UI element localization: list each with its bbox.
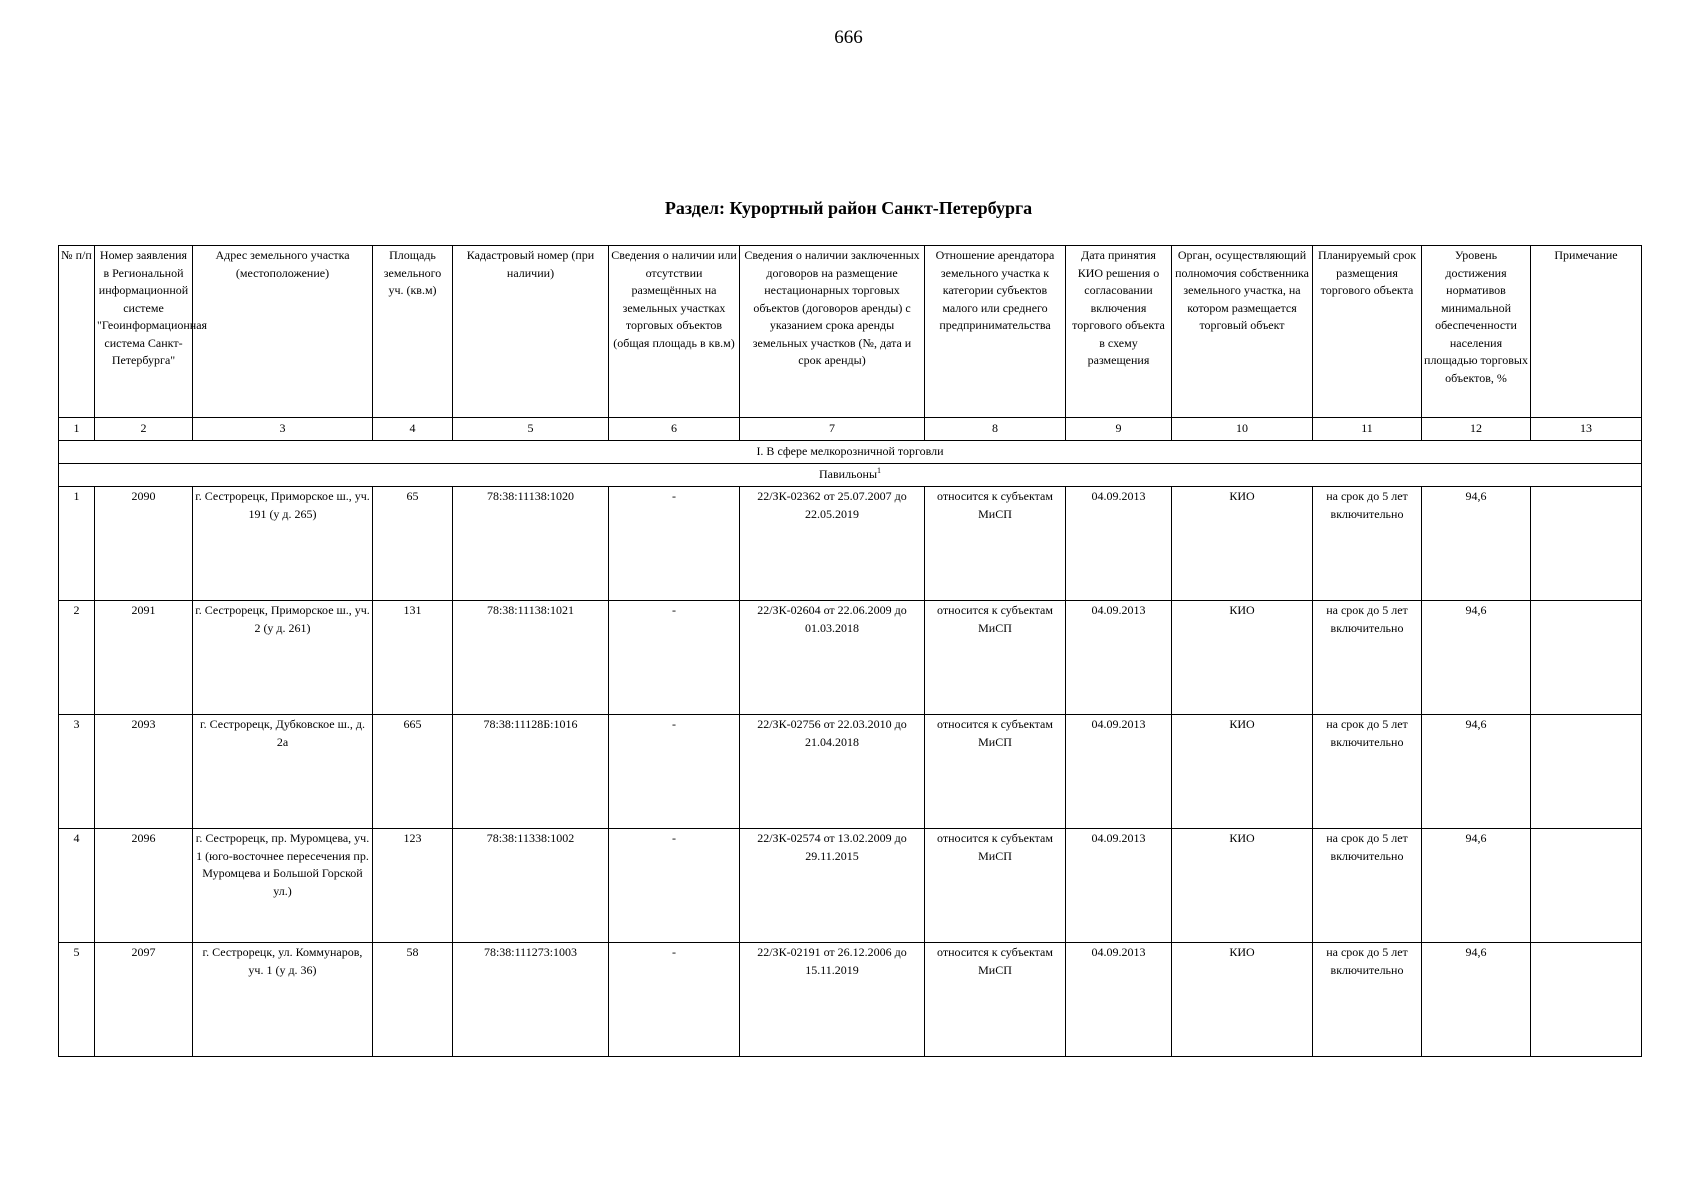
note [1531, 715, 1642, 829]
note [1531, 601, 1642, 715]
norm-level: 94,6 [1422, 829, 1531, 943]
existing-objects: - [609, 715, 740, 829]
cadastral-number: 78:38:11338:1002 [453, 829, 609, 943]
column-number: 12 [1422, 418, 1531, 441]
row-number: 1 [59, 487, 95, 601]
area: 58 [373, 943, 453, 1057]
application-number: 2097 [95, 943, 193, 1057]
header-cell: Орган, осуществляющий полномочия собственника земельного участка, на котором размещается торговый объект [1172, 246, 1313, 418]
smb-status: относится к субъектам МиСП [925, 487, 1066, 601]
placement-term: на срок до 5 лет включительно [1313, 715, 1422, 829]
column-number: 4 [373, 418, 453, 441]
lease-contract: 22/ЗК-02362 от 25.07.2007 до 22.05.2019 [740, 487, 925, 601]
group-heading-row [59, 441, 1642, 464]
column-number: 1 [59, 418, 95, 441]
header-cell: № п/п [59, 246, 95, 418]
column-number: 5 [453, 418, 609, 441]
smb-status: относится к субъектам МиСП [925, 829, 1066, 943]
row-number: 4 [59, 829, 95, 943]
subgroup-heading-cell [59, 464, 1642, 487]
area: 65 [373, 487, 453, 601]
owner-authority: КИО [1172, 715, 1313, 829]
cadastral-number: 78:38:11138:1020 [453, 487, 609, 601]
column-number: 11 [1313, 418, 1422, 441]
address: г. Сестрорецк, Приморское ш., уч. 191 (у д. 265) [193, 487, 373, 601]
address: г. Сестрорецк, пр. Муромцева, уч. 1 (юго-восточнее пересечения пр. Муромцева и Большой Горской ул.) [193, 829, 373, 943]
table-row [59, 829, 1642, 943]
note [1531, 829, 1642, 943]
application-number: 2090 [95, 487, 193, 601]
existing-objects: - [609, 943, 740, 1057]
footnote-marker: 1 [877, 466, 882, 476]
column-number: 7 [740, 418, 925, 441]
norm-level: 94,6 [1422, 715, 1531, 829]
decision-date: 04.09.2013 [1066, 829, 1172, 943]
header-cell: Сведения о наличии или отсутствии размещённых на земельных участках торговых объектов (общая площадь в кв.м) [609, 246, 740, 418]
column-number: 9 [1066, 418, 1172, 441]
header-cell: Площадь земельного уч. (кв.м) [373, 246, 453, 418]
column-number: 6 [609, 418, 740, 441]
header-row [59, 246, 1642, 418]
lease-contract: 22/ЗК-02756 от 22.03.2010 до 21.04.2018 [740, 715, 925, 829]
smb-status: относится к субъектам МиСП [925, 715, 1066, 829]
placement-term: на срок до 5 лет включительно [1313, 829, 1422, 943]
table-row [59, 487, 1642, 601]
row-number: 3 [59, 715, 95, 829]
row-number: 5 [59, 943, 95, 1057]
header-cell: Отношение арендатора земельного участка к категории субъектов малого или среднего предпринимательства [925, 246, 1066, 418]
decision-date: 04.09.2013 [1066, 715, 1172, 829]
table-row [59, 715, 1642, 829]
cadastral-number: 78:38:11128Б:1016 [453, 715, 609, 829]
placement-term: на срок до 5 лет включительно [1313, 943, 1422, 1057]
column-number-row [59, 418, 1642, 441]
smb-status: относится к субъектам МиСП [925, 943, 1066, 1057]
subgroup-heading-row [59, 464, 1642, 487]
header-cell: Адрес земельного участка (местоположение) [193, 246, 373, 418]
norm-level: 94,6 [1422, 943, 1531, 1057]
area: 665 [373, 715, 453, 829]
existing-objects: - [609, 487, 740, 601]
note [1531, 487, 1642, 601]
owner-authority: КИО [1172, 487, 1313, 601]
address: г. Сестрорецк, Приморское ш., уч. 2 (у д. 261) [193, 601, 373, 715]
cadastral-number: 78:38:111273:1003 [453, 943, 609, 1057]
column-number: 3 [193, 418, 373, 441]
section-title: Раздел: Курортный район Санкт-Петербурга [664, 198, 1033, 218]
header-cell: Примечание [1531, 246, 1642, 418]
placement-term: на срок до 5 лет включительно [1313, 601, 1422, 715]
group-heading: I. В сфере мелкорозничной торговли [59, 441, 1642, 464]
lease-contract: 22/ЗК-02574 от 13.02.2009 до 29.11.2015 [740, 829, 925, 943]
page-number: 666 [834, 27, 863, 48]
column-number: 8 [925, 418, 1066, 441]
application-number: 2091 [95, 601, 193, 715]
header-cell: Дата принятия КИО решения о согласовании включения торгового объекта в схему размещения [1066, 246, 1172, 418]
decision-date: 04.09.2013 [1066, 601, 1172, 715]
lease-contract: 22/ЗК-02191 от 26.12.2006 до 15.11.2019 [740, 943, 925, 1057]
header-cell: Номер заявления в Региональной информационной системе "Геоинформационная система Санкт-Петербурга" [95, 246, 193, 418]
application-number: 2096 [95, 829, 193, 943]
header-cell: Сведения о наличии заключенных договоров на размещение нестационарных торговых объектов (договоров аренды) с указанием срока аренды земельных участков (№, дата и срок аренды) [740, 246, 925, 418]
owner-authority: КИО [1172, 601, 1313, 715]
column-number: 2 [95, 418, 193, 441]
row-number: 2 [59, 601, 95, 715]
column-number: 13 [1531, 418, 1642, 441]
smb-status: относится к субъектам МиСП [925, 601, 1066, 715]
application-number: 2093 [95, 715, 193, 829]
subgroup-heading: Павильоны [818, 467, 878, 482]
norm-level: 94,6 [1422, 601, 1531, 715]
registry-table [58, 245, 1642, 1057]
address: г. Сестрорецк, ул. Коммунаров, уч. 1 (у д. 36) [193, 943, 373, 1057]
existing-objects: - [609, 829, 740, 943]
header-cell: Кадастровый номер (при наличии) [453, 246, 609, 418]
lease-contract: 22/ЗК-02604 от 22.06.2009 до 01.03.2018 [740, 601, 925, 715]
cadastral-number: 78:38:11138:1021 [453, 601, 609, 715]
area: 131 [373, 601, 453, 715]
owner-authority: КИО [1172, 943, 1313, 1057]
decision-date: 04.09.2013 [1066, 487, 1172, 601]
owner-authority: КИО [1172, 829, 1313, 943]
header-cell: Планируемый срок размещения торгового объекта [1313, 246, 1422, 418]
table-row [59, 943, 1642, 1057]
norm-level: 94,6 [1422, 487, 1531, 601]
address: г. Сестрорецк, Дубковское ш., д. 2а [193, 715, 373, 829]
note [1531, 943, 1642, 1057]
table-row [59, 601, 1642, 715]
placement-term: на срок до 5 лет включительно [1313, 487, 1422, 601]
decision-date: 04.09.2013 [1066, 943, 1172, 1057]
column-number: 10 [1172, 418, 1313, 441]
area: 123 [373, 829, 453, 943]
existing-objects: - [609, 601, 740, 715]
header-cell: Уровень достижения нормативов минимальной обеспеченности населения площадью торговых объектов, % [1422, 246, 1531, 418]
